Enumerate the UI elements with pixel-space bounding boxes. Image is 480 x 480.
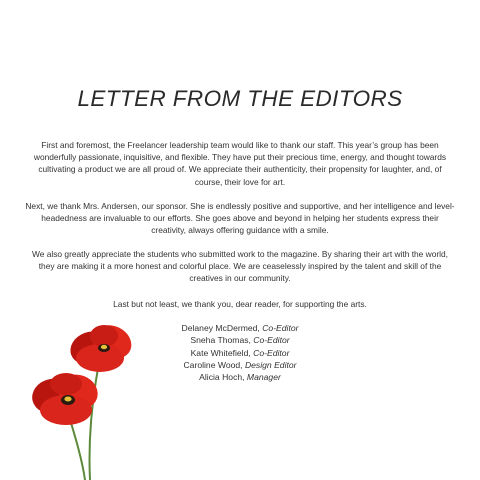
signature-name: Alicia Hoch,	[199, 372, 247, 383]
poppy-upper	[66, 319, 137, 372]
signature-role: Co-Editor	[253, 335, 290, 346]
poppy-stem	[89, 358, 100, 480]
signature-name: Kate Whitefield,	[190, 347, 254, 358]
paragraph-thanks-sponsor: Next, we thank Mrs. Andersen, our sponsor. She is endlessly positive and supportive, and her intelligence and level-headedness are invaluable to our efforts. She goes above and beyond in helping her students express their creativity, always offering guidance with a smile.	[25, 201, 455, 236]
signature-name: Delaney McDermed,	[181, 323, 263, 333]
paragraph-thanks-staff: First and foremost, the Freelancer leadership team would like to thank our staff. This year’s group has been wonderfully passionate, inquisitive, and flexible. They have put their precious time, energy, and thought towards cultivating a product we are all proud of. We appreciate their authenticity, their propensity for laughter, and, of course, their love for art.	[33, 140, 447, 187]
signature-role: Co-Editor	[253, 347, 290, 358]
paragraph-thanks-students: We also greatly appreciate the students who submitted work to the magazine. By sharing their art with the world, they are making it a more honest and colorful place. We are ceaselessly inspired by the talent and skill of the creatives in our community.	[31, 249, 448, 284]
signature-name: Caroline Wood,	[183, 359, 245, 370]
paragraph-thanks-reader: Last but not least, we thank you, dear reader, for supporting the arts.	[113, 299, 367, 309]
signature-role: Design Editor	[244, 359, 297, 370]
poppy-flowers-illustration	[30, 318, 150, 480]
signature-role: Manager	[246, 372, 281, 383]
signature-name: Sneha Thomas,	[190, 335, 254, 346]
page-title: LETTER FROM THE EDITORS	[77, 86, 403, 111]
signature-role: Co-Editor	[262, 323, 299, 333]
